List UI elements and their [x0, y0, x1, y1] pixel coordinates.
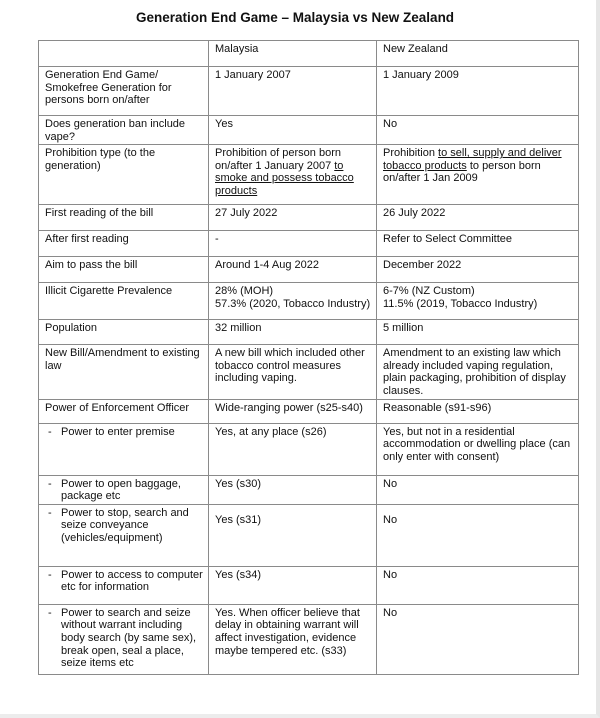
malaysia-value: - [209, 231, 377, 257]
malaysia-value: Yes (s34) [209, 566, 377, 604]
table-row [39, 475, 579, 504]
header-malaysia: Malaysia [209, 41, 377, 67]
value-line: 57.3% (2020, Tobacco Industry) [215, 297, 371, 310]
row-label: Does generation ban include vape? [39, 116, 209, 145]
table-row [39, 566, 579, 604]
nz-value [377, 283, 579, 320]
table-row [39, 231, 579, 257]
nz-value: 26 July 2022 [377, 205, 579, 231]
row-label: - Power to search and seize without warrant including body search (by same sex), break open, seal a place, seize items etc [39, 604, 209, 674]
malaysia-value: Wide-ranging power (s25-s40) [209, 399, 377, 423]
malaysia-value: A new bill which included other tobacco control measures including vaping. [209, 345, 377, 399]
value-line: 28% (MOH) [215, 285, 274, 298]
table-row [39, 423, 579, 475]
row-label: - Power to stop, search and seize conveyance (vehicles/equipment) [39, 504, 209, 566]
malaysia-value: 32 million [209, 320, 377, 345]
malaysia-value: Yes (s31) [209, 504, 377, 566]
header-new-zealand: New Zealand [377, 41, 579, 67]
comparison-table [38, 40, 579, 675]
document-title: Generation End Game – Malaysia vs New Zealand [135, 10, 455, 25]
table-row [39, 320, 579, 345]
row-label: Power of Enforcement Officer [39, 399, 209, 423]
row-label: - Power to access to computer etc for information [39, 566, 209, 604]
row-label: - Power to enter premise [39, 423, 209, 475]
malaysia-value [209, 283, 377, 320]
malaysia-value: 1 January 2007 [209, 67, 377, 116]
underlined-text: to smoke and possess tobacco products [215, 159, 354, 197]
table-row [39, 116, 579, 145]
underlined-text: to sell, supply and deliver tobacco products [383, 147, 562, 172]
row-label: Illicit Cigarette Prevalence [39, 283, 209, 320]
nz-value: 1 January 2009 [377, 67, 579, 116]
table-row [39, 145, 579, 205]
nz-value: Refer to Select Committee [377, 231, 579, 257]
header-blank-cell [39, 41, 209, 67]
table-row [39, 257, 579, 283]
row-label: - Power to open baggage, package etc [39, 475, 209, 504]
row-label: After first reading [39, 231, 209, 257]
malaysia-value: Yes, at any place (s26) [209, 423, 377, 475]
table-row [39, 205, 579, 231]
nz-value: 5 million [377, 320, 579, 345]
nz-value: No [377, 475, 579, 504]
row-label: Prohibition type (to the generation) [39, 145, 209, 205]
nz-value: No [377, 566, 579, 604]
header-row [39, 41, 579, 67]
malaysia-value: Yes. When officer believe that delay in obtaining warrant will affect investigation, evidence maybe tempered etc. (s33) [209, 604, 377, 674]
value-line: 11.5% (2019, Tobacco Industry) [383, 297, 538, 310]
nz-value: Reasonable (s91-s96) [377, 399, 579, 423]
nz-value: No [377, 116, 579, 145]
value-text: Prohibition of person born on/after 1 January 2007 [215, 147, 341, 172]
nz-value: Amendment to an existing law which already included vaping regulation, plain packaging, prohibition of display clauses. [377, 345, 579, 399]
malaysia-value: Yes [209, 116, 377, 145]
row-label: Population [39, 320, 209, 345]
value-line: 6-7% (NZ Custom) [383, 285, 475, 298]
table-row [39, 504, 579, 566]
nz-value: No [377, 504, 579, 566]
malaysia-value [209, 145, 377, 205]
malaysia-value: Around 1-4 Aug 2022 [209, 257, 377, 283]
nz-value [377, 145, 579, 205]
row-label: First reading of the bill [39, 205, 209, 231]
row-label: Aim to pass the bill [39, 257, 209, 283]
table-row [39, 604, 579, 674]
row-label: Generation End Game/ Smokefree Generation for persons born on/after [39, 67, 209, 116]
malaysia-value: Yes (s30) [209, 475, 377, 504]
table-row [39, 283, 579, 320]
nz-value: Yes, but not in a residential accommodation or dwelling place (can only enter with consent) [377, 423, 579, 475]
value-text: Prohibition [383, 147, 439, 160]
table-row [39, 67, 579, 116]
malaysia-value: 27 July 2022 [209, 205, 377, 231]
table-row [39, 399, 579, 423]
value-text: to person born on/after 1 Jan 2009 [383, 159, 541, 185]
nz-value: December 2022 [377, 257, 579, 283]
nz-value: No [377, 604, 579, 674]
table-row [39, 345, 579, 399]
row-label: New Bill/Amendment to existing law [39, 345, 209, 399]
